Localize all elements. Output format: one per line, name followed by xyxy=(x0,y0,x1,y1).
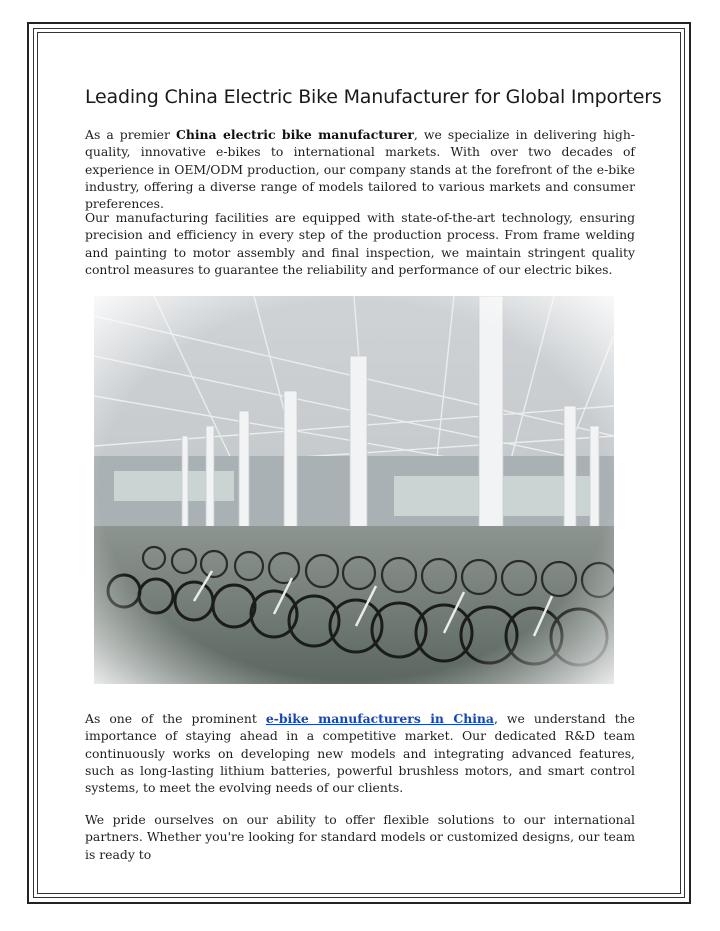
intro-text-end: , we specialize in delivering high-quality, innovative e-bikes to international markets. With over two decades of experience in OEM/ODM production, our company stands at the forefront of the e-bike industry, offering a diverse range of models tailored to various markets and consumer preferences. xyxy=(85,127,635,212)
rnd-paragraph xyxy=(85,710,635,796)
rnd-text-start: As one of the prominent xyxy=(85,711,266,726)
factory-photo xyxy=(94,296,614,684)
e-bike-manufacturers-link[interactable]: e-bike manufacturers in China xyxy=(265,711,494,726)
intro-bold-phrase: China electric bike manufacturer xyxy=(175,127,414,142)
page-title: Leading China Electric Bike Manufacturer for Global Importers xyxy=(85,86,662,108)
rnd-text-end: , we understand the importance of staying ahead in a competitive market. Our dedicated R&D team continuously works on developing new models and integrating advanced features, such as long-lasting lithium batteries, powerful brushless motors, and smart control systems, to meet the evolving needs of our clients. xyxy=(85,711,635,796)
solutions-paragraph: We pride ourselves on our ability to offer flexible solutions to our international partners. Whether you're looking for standard models or customized designs, our team is ready to xyxy=(85,812,635,862)
intro-text-start: As a premier xyxy=(85,127,176,142)
intro-paragraph xyxy=(85,126,635,212)
facilities-paragraph: Our manufacturing facilities are equipped with state-of-the-art technology, ensuring precision and efficiency in every step of the production process. From frame welding and painting to motor assembly and final inspection, we maintain stringent quality control measures to guarantee the reliability and performance of our electric bikes. xyxy=(85,210,635,277)
